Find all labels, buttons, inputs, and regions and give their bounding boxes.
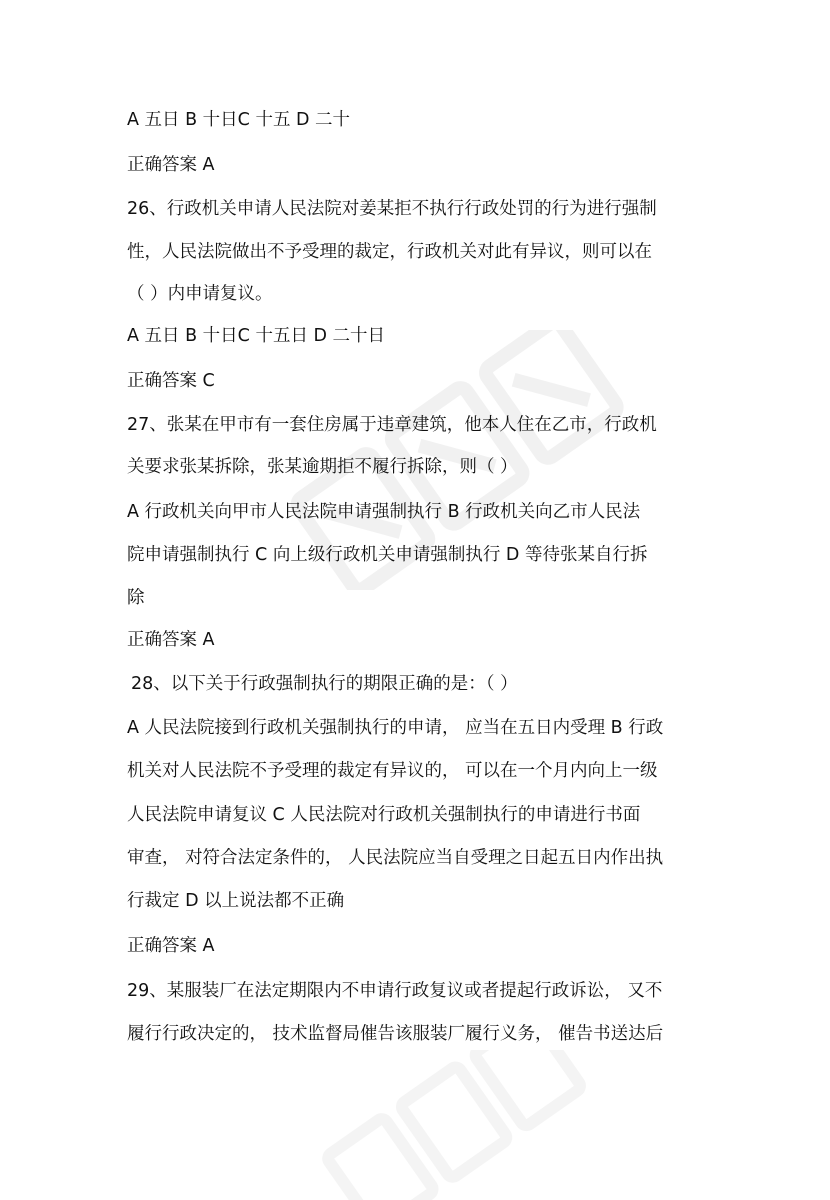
question-26-line-3: （ ）内申请复议。 <box>127 284 273 304</box>
option-line: A 人民法院接到行政机关强制执行的申请， 应当在五日内受理 B 行政 <box>127 718 664 738</box>
question-27-line-1: 27、张某在甲市有一套住房属于违章建筑，他本人住在乙市，行政机 <box>127 415 657 435</box>
answer-line: 正确答案 A <box>127 155 215 175</box>
option-line: 审查， 对符合法定条件的， 人民法院应当自受理之日起五日内作出执 <box>127 848 664 868</box>
question-27-line-2: 关要求张某拆除，张某逾期拒不履行拆除，则（ ） <box>127 457 518 477</box>
question-26-line-2: 性，人民法院做出不予受理的裁定，行政机关对此有异议，则可以在 <box>127 242 652 262</box>
question-29-line-2: 履行行政决定的， 技术监督局催告该服装厂履行义务， 催告书送达后 <box>127 1024 664 1044</box>
answer-line: 正确答案 A <box>127 936 215 956</box>
answer-line: 正确答案 C <box>127 371 215 391</box>
answer-line: 正确答案 A <box>127 630 215 650</box>
option-line: 人民法院申请复议 C 人民法院对行政机关强制执行的申请进行书面 <box>127 805 641 825</box>
option-line: 行裁定 D 以上说法都不正确 <box>127 891 345 911</box>
watermark-logo-lower <box>300 1050 600 1200</box>
question-29-line-1: 29、某服装厂在法定期限内不申请行政复议或者提起行政诉讼， 又不 <box>127 981 663 1001</box>
option-line: A 五日 B 十日C 十五日 D 二十日 <box>127 326 386 346</box>
question-28-line-1: 28、以下关于行政强制执行的期限正确的是：（ ） <box>131 674 518 694</box>
question-26-line-1: 26、行政机关申请人民法院对姜某拒不执行行政处罚的行为进行强制 <box>127 199 657 219</box>
option-line: 除 <box>127 588 145 608</box>
option-line: 院申请强制执行 C 向上级行政机关申请强制执行 D 等待张某自行拆 <box>127 545 648 565</box>
option-line: 机关对人民法院不予受理的裁定有异议的， 可以在一个月内向上一级 <box>127 761 658 781</box>
option-line: A 行政机关向甲市人民法院申请强制执行 B 行政机关向乙市人民法 <box>127 502 641 522</box>
option-line: A 五日 B 十日C 十五 D 二十 <box>127 110 351 130</box>
